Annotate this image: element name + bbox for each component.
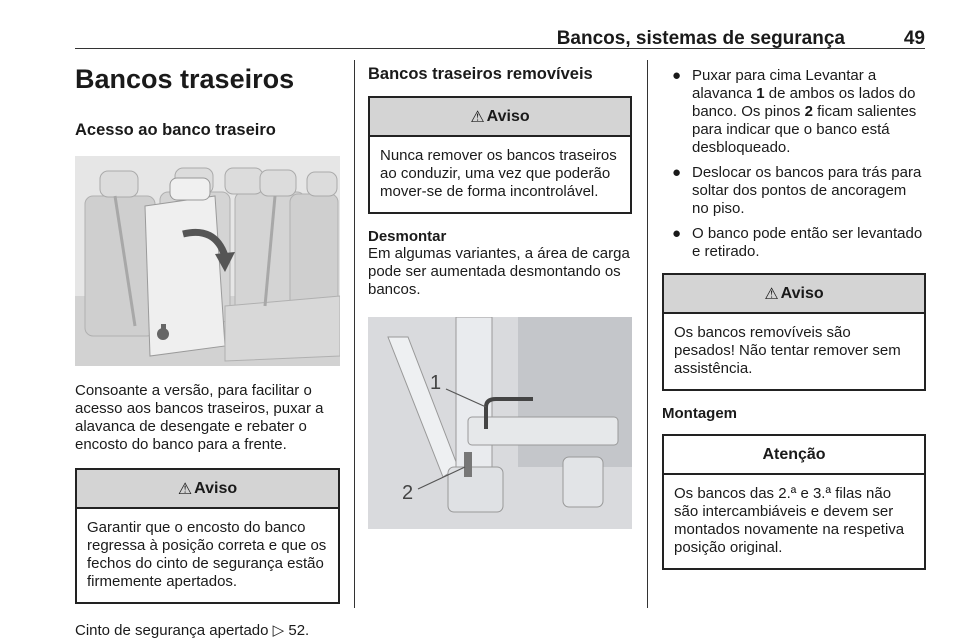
warning-text: Garantir que o encosto do banco regressa à posição correta e que os fechos do cinto de segurança estão firmemente apertados. [87,519,327,590]
warning-header [370,98,630,137]
warning-header [77,470,338,509]
warning-triangle-icon: ⚠ [470,108,485,126]
page-header [75,22,925,49]
attention-text: Os bancos das 2.ª e 3.ª filas não são intercambiáveis e devem ser montados novamente na respetiva posição original. [674,485,905,556]
column-3 [662,60,926,570]
bullet-icon: ● [672,67,682,84]
warning-title: Aviso [780,284,824,302]
warning-text: Os bancos removíveis são pesados! Não tentar remover sem assistência. [674,324,901,377]
warning-triangle-icon: ⚠ [177,480,193,498]
callout-2: 2 [402,482,414,504]
list-item: ● Puxar para cima Levantar a alavanca 1 de ambos os lados do banco. Os pinos 2 ficam salientes para indicar que o banco está desbloqueado. [672,67,917,156]
section-title: Bancos, sistemas de segurança [556,28,845,49]
subhead-desmontar: Desmontar [368,228,447,245]
attention-header: Atenção [664,436,924,475]
column-1 [75,60,340,640]
arrow-ref-icon: ▷ [272,622,285,639]
bullet-icon: ● [672,164,682,181]
callout-1: 1 [430,372,442,394]
warning-header [664,275,924,314]
desmontar-text: Em algumas variantes, a área de carga pode ser aumentada desmontando os bancos. [368,245,630,298]
instruction-list [662,67,926,261]
warning-box [368,96,632,214]
bullet-icon: ● [672,225,682,242]
section-heading: Bancos traseiros removíveis [368,65,593,83]
ref-page[interactable]: 52. [288,622,310,639]
access-instructions: Consoante a versão, para facilitar o acesso aos bancos traseiros, puxar a alavanca de desengate e rebater o encosto do banco para a frente. [75,382,324,453]
page-title: Bancos traseiros [75,64,295,94]
warning-title: Aviso [486,107,530,125]
rear-seat-illustration [75,156,340,366]
page-number: 49 [903,28,925,49]
seat-anchor-illustration [368,317,632,529]
column-divider [647,60,648,608]
warning-title: Aviso [194,479,238,497]
warning-triangle-icon: ⚠ [764,285,779,303]
list-item: ● Deslocar os bancos para trás para soltar dos pontos de ancoragem no piso. [672,164,922,217]
column-divider [354,60,355,608]
cross-reference: Cinto de segurança apertado ▷ 52. [75,622,310,639]
attention-box [662,434,926,570]
subhead-montagem: Montagem [662,405,737,422]
warning-box [662,273,926,391]
warning-box [75,468,340,604]
column-2 [368,60,632,529]
list-item: ● O banco pode então ser levantado e retirado. [672,225,923,260]
subtitle: Acesso ao banco traseiro [75,121,276,139]
warning-text: Nunca remover os bancos traseiros ao conduzir, uma vez que poderão mover-se de forma incontrolável. [380,147,617,200]
